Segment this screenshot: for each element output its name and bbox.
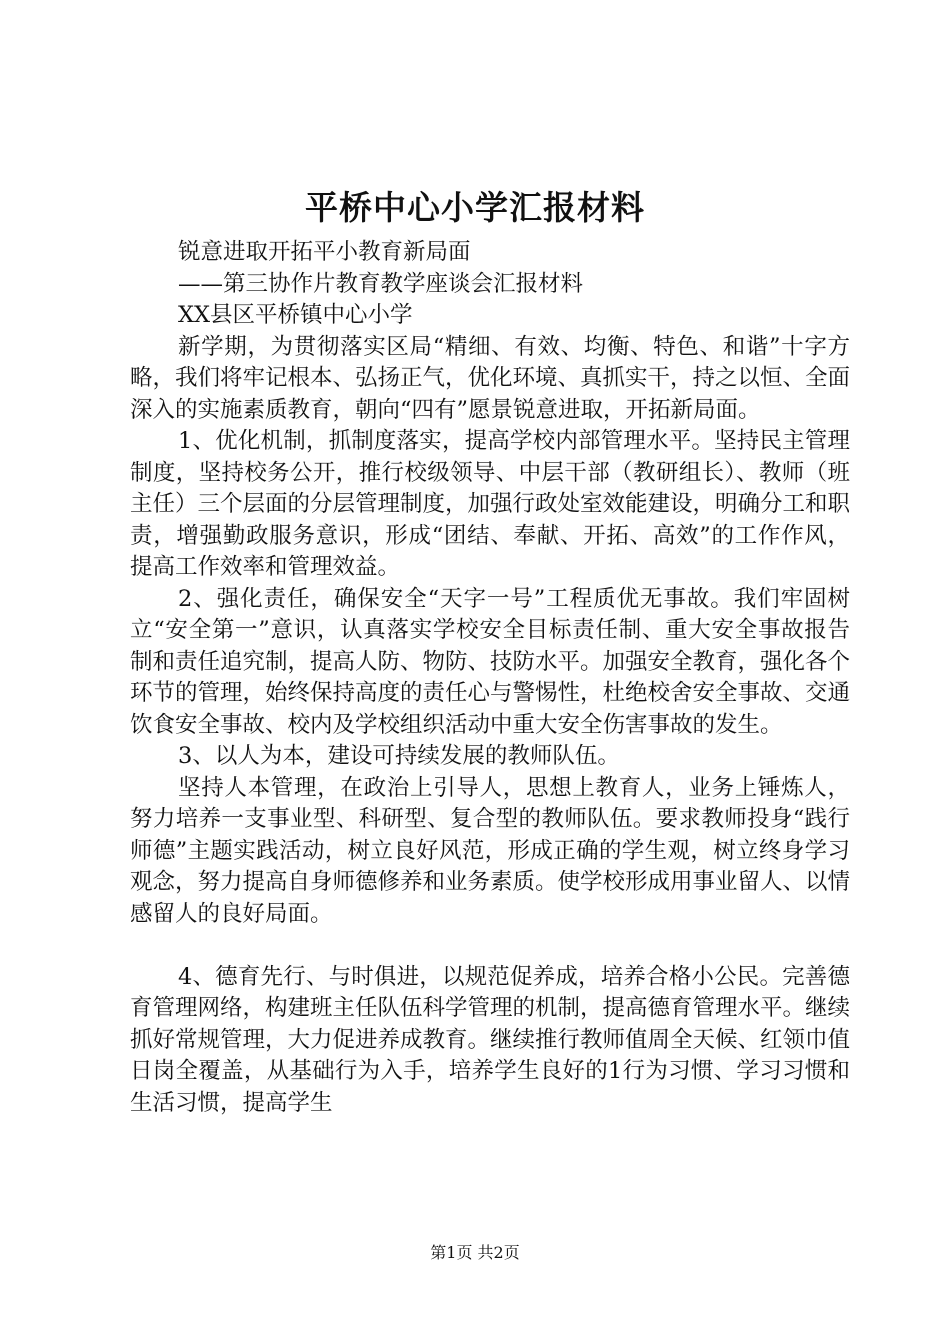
school-name: XX县区平桥镇中心小学 — [178, 302, 413, 328]
paragraph-spacer — [130, 930, 850, 962]
document-title: 平桥中心小学汇报材料 — [305, 188, 645, 227]
paragraph-section-3-body: 坚持人本管理，在政治上引导人，思想上教育人，业务上锤炼人，努力培养一支事业型、科研型、复合型的教师队伍。要求教师投身“践行师德”主题实践活动，树立良好风范，形成正确的学生观，树立终身学习观念，努力提高自身师德修养和业务素质。使学校形成用事业留人、以情感留人的良好局面。 — [130, 774, 851, 927]
paragraph-section-2: 2、强化责任，确保安全“天字一号”工程质优无事故。我们牢固树立“安全第一”意识，认真落实学校安全目标责任制、重大安全事故报告制和责任追究制，提高人防、物防、技防水平。加强安全教育，强化各个环节的管理，始终保持高度的责任心与警惕性，杜绝校舍安全事故、交通饮食安全事故、校内及学校组织活动中重大安全伤害事故的发生。 — [130, 585, 851, 738]
document-body — [130, 237, 850, 1119]
paragraph-section-3-heading: 3、以人为本，建设可持续发展的教师队伍。 — [178, 743, 620, 769]
subtitle-line: 锐意进取开拓平小教育新局面 — [178, 239, 471, 265]
paragraph-intro: 新学期，为贯彻落实区局“精细、有效、均衡、特色、和谐”十字方略，我们将牢记根本、弘扬正气，优化环境、真抓实干，持之以恒、全面深入的实施素质教育，朝向“四有”愿景锐意进取，开拓新局面。 — [130, 333, 851, 423]
page-footer: 第1页 共2页 — [430, 1243, 520, 1262]
paragraph-section-4: 4、德育先行、与时俱进，以规范促养成，培养合格小公民。完善德育管理网络，构建班主任队伍科学管理的机制，提高德育管理水平。继续抓好常规管理，大力促进养成教育。继续推行教师值周全天候、红领巾值日岗全覆盖，从基础行为入手，培养学生良好的1行为习惯、学习习惯和生活习惯，提高学生 — [130, 963, 851, 1116]
subtitle-line-2: ——第三协作片教育教学座谈会汇报材料 — [178, 270, 584, 297]
paragraph-section-1: 1、优化机制，抓制度落实，提高学校内部管理水平。坚持民主管理制度，坚持校务公开，推行校级领导、中层干部（教研组长）、教师（班主任）三个层面的分层管理制度，加强行政处室效能建设，明确分工和职责，增强勤政服务意识，形成“团结、奉献、开拓、高效”的工作作风，提高工作效率和管理效益。 — [130, 428, 851, 580]
